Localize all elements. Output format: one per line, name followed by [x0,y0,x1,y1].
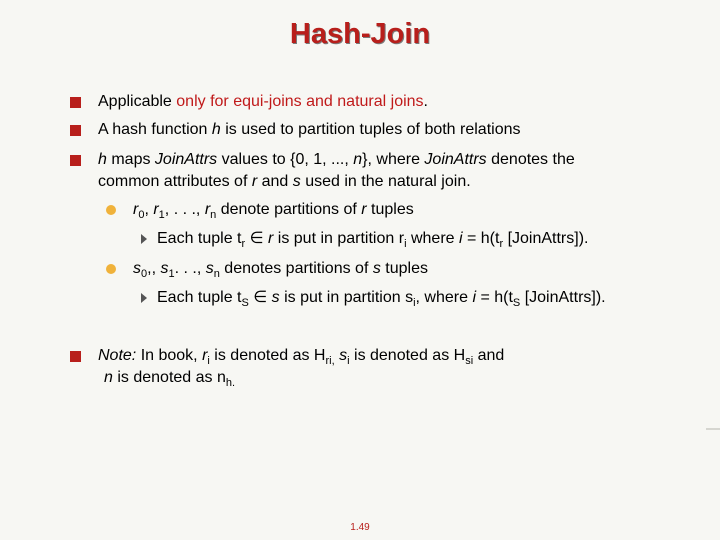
text: where [406,230,459,247]
italic-text: Note: [98,347,137,364]
text: Each tuple t [157,289,242,306]
text: is put in partition r [273,230,405,247]
bullet-square-icon [70,351,81,362]
subscript: S [512,297,521,309]
text: = h(t [476,289,513,306]
text: , [144,201,154,218]
bullet-h-maps-line2 [98,171,471,193]
italic-text: s [160,260,169,277]
italic-text: s [271,289,280,306]
text: ,, [147,260,161,277]
subscript: i [413,297,416,309]
text: . . ., [174,260,206,277]
subscript: 0 [138,209,145,221]
subscript: ri, [325,355,335,367]
subscript: 1 [158,209,165,221]
text: denotes the [486,151,575,168]
subscript: r [241,238,246,250]
subbullet-s-partitions [133,258,428,285]
text: is denoted as H [349,347,466,364]
text: is used to partition tuples of both relations [220,121,521,138]
text: Each tuple t [157,230,242,247]
italic-text: r [251,173,258,190]
bullet-h-maps [98,149,575,171]
subscript: si [465,355,474,367]
text: denote partitions of [216,201,362,218]
highlight-text: only for equi-joins and natural joins [176,93,424,110]
bullet-triangle-icon [141,234,147,244]
bullet-circle-icon [106,264,116,274]
bullet-square-icon [70,125,81,136]
text: [JoinAttrs]). [520,289,606,306]
italic-text: s [292,173,301,190]
subscript: r [499,238,504,250]
subscript: h. [225,377,236,389]
italic-text: n [104,369,113,386]
bullet-triangle-icon [141,293,147,303]
italic-text: r [133,201,139,218]
element-of-symbol: ∈ [248,289,272,306]
bullet-note-line2 [104,367,235,394]
italic-text: r [153,201,159,218]
text: = h(t [462,230,500,247]
subscript: i [207,355,210,367]
text: used in the natural join. [300,173,471,190]
text: and [257,173,293,190]
bullet-square-icon [70,97,81,108]
text: and [473,347,505,364]
subscript: 1 [168,268,175,280]
italic-text: r [202,347,208,364]
italic-text: s [133,260,141,277]
italic-text: s [205,260,214,277]
italic-text: JoinAttrs [154,151,218,168]
italic-text: JoinAttrs [424,151,487,168]
text: In book, [136,347,203,364]
text: Applicable [98,93,177,110]
text: common attributes of [98,173,252,190]
text: tuples [380,260,428,277]
italic-text: r [268,230,274,247]
italic-text: r [361,201,367,218]
text: denotes partitions of [219,260,373,277]
slide-title: Hash-Join [289,18,431,50]
subscript: 0 [141,268,148,280]
bullet-applicable [98,91,428,113]
element-of-symbol: ∈ [245,230,268,247]
edge-divider [706,428,720,430]
subscript: n [213,268,220,280]
bullet-hash-function [98,119,521,141]
italic-text: i [458,230,463,247]
subsub-s-tuple [157,287,606,314]
text: is put in partition s [279,289,414,306]
subscript: i [404,238,407,250]
subscript: S [241,297,249,309]
text: [JoinAttrs]). [503,230,589,247]
italic-text: h [98,151,107,168]
text: maps [106,151,155,168]
subsub-r-tuple [157,228,588,255]
subscript: i [347,355,350,367]
subbullet-r-partitions [133,199,414,226]
italic-text: n [353,151,363,168]
italic-text: h [211,121,221,138]
text: is denoted as H [209,347,326,364]
text: values to {0, 1, ..., [217,151,354,168]
text: . [423,93,428,110]
italic-text: r [204,201,211,218]
bullet-circle-icon [106,205,116,215]
text: , . . ., [164,201,205,218]
page-number: 1.49 [350,522,370,533]
bullet-square-icon [70,155,81,166]
subscript: n [210,209,217,221]
text: tuples [366,201,414,218]
text: is denoted as n [112,369,226,386]
italic-text: s [339,347,348,364]
italic-text: i [472,289,477,306]
text: , where [415,289,473,306]
italic-text: s [372,260,381,277]
text: }, where [362,151,425,168]
text: A hash function [98,121,212,138]
